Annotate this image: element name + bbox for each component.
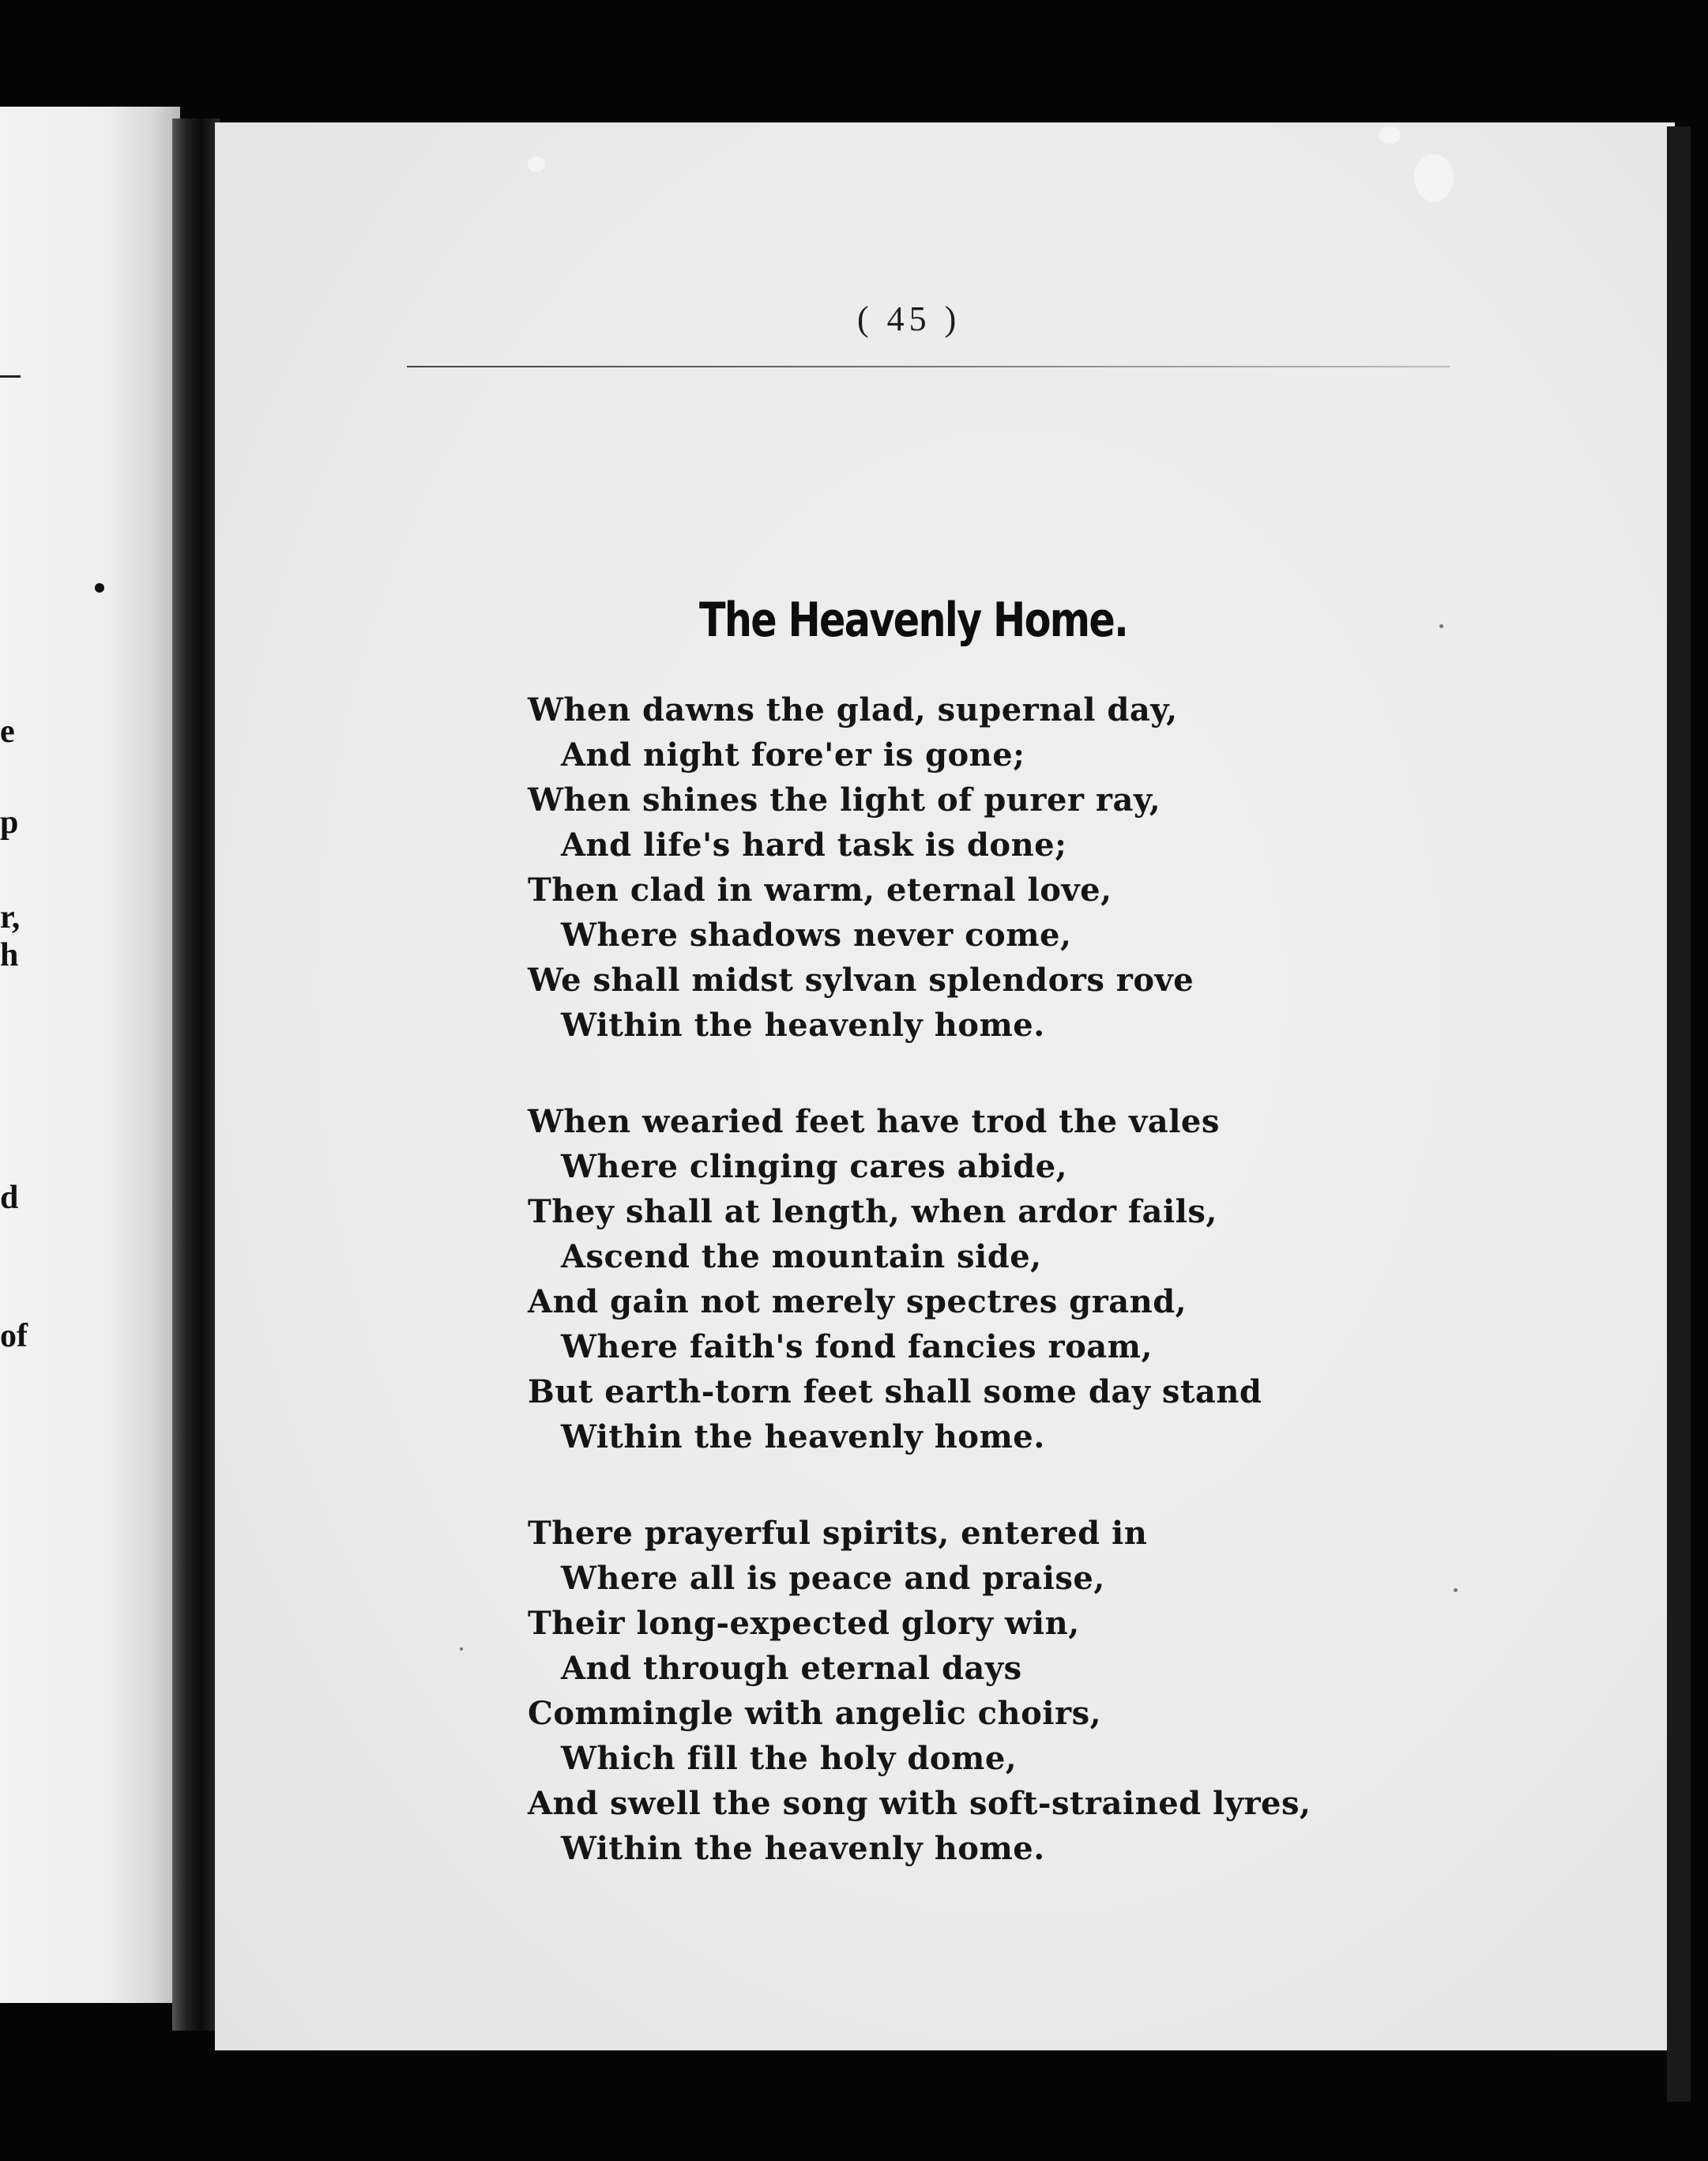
poem-line: But earth-torn feet shall some day stand bbox=[528, 1373, 1262, 1410]
left-margin-char: d bbox=[0, 1180, 19, 1216]
poem-line: Their long-expected glory win, bbox=[528, 1605, 1080, 1642]
scan-speck bbox=[1379, 126, 1401, 144]
poem-line: Where clinging cares abide, bbox=[561, 1148, 1068, 1185]
poem-line: Within the heavenly home. bbox=[561, 1007, 1045, 1044]
poem-line: And life's hard task is done; bbox=[561, 826, 1067, 864]
poem-line: Where all is peace and praise, bbox=[561, 1560, 1105, 1597]
poem-title: The Heavenly Home. bbox=[699, 593, 1128, 648]
scan-speck bbox=[460, 1647, 463, 1651]
poem-line: And through eternal days bbox=[561, 1650, 1022, 1687]
header-rule bbox=[407, 366, 1450, 367]
poem-line: When shines the light of purer ray, bbox=[528, 781, 1161, 819]
poem-body bbox=[528, 687, 1634, 1922]
poem-stanza bbox=[528, 687, 1634, 1048]
poem-stanza bbox=[528, 1511, 1634, 1871]
book-gutter bbox=[172, 119, 220, 2031]
poem-line: Where shadows never come, bbox=[561, 917, 1072, 954]
scan-speck bbox=[528, 156, 545, 172]
poem-line: Within the heavenly home. bbox=[561, 1418, 1045, 1455]
poem-line: There prayerful spirits, entered in bbox=[528, 1515, 1148, 1552]
page-number: ( 45 ) bbox=[857, 299, 961, 338]
poem-line: Ascend the mountain side, bbox=[561, 1238, 1042, 1275]
poem-line: And swell the song with soft-strained lyres, bbox=[528, 1785, 1311, 1822]
poem-stanza bbox=[528, 1099, 1634, 1459]
poem-line: Then clad in warm, eternal love, bbox=[528, 872, 1112, 909]
left-margin-char: e bbox=[0, 713, 15, 750]
poem-line: When dawns the glad, supernal day, bbox=[528, 691, 1178, 728]
poem-line: We shall midst sylvan splendors rove bbox=[528, 962, 1194, 999]
left-margin-char: p bbox=[0, 804, 19, 841]
poem-line: Within the heavenly home. bbox=[561, 1830, 1045, 1867]
poem-line: And night fore'er is gone; bbox=[561, 736, 1025, 774]
left-margin-char: of bbox=[0, 1318, 28, 1354]
page-edge-shadow bbox=[1667, 126, 1691, 2102]
scan-speck bbox=[1439, 624, 1443, 628]
poem-line: And gain not merely spectres grand, bbox=[528, 1283, 1187, 1320]
poem-line: Which fill the holy dome, bbox=[561, 1740, 1018, 1777]
poem-line: When wearied feet have trod the vales bbox=[528, 1103, 1220, 1140]
scan-speck bbox=[95, 583, 104, 593]
poem-line: Where faith's fond fancies roam, bbox=[561, 1328, 1153, 1365]
left-margin-char: h bbox=[0, 937, 19, 973]
poem-line: Commingle with angelic choirs, bbox=[528, 1695, 1102, 1732]
poem-line: They shall at length, when ardor fails, bbox=[528, 1193, 1217, 1230]
left-page-fragment bbox=[0, 107, 180, 2003]
scan-speck bbox=[1414, 154, 1454, 201]
left-margin-char: r, bbox=[0, 899, 21, 936]
left-page-rule bbox=[0, 375, 21, 378]
